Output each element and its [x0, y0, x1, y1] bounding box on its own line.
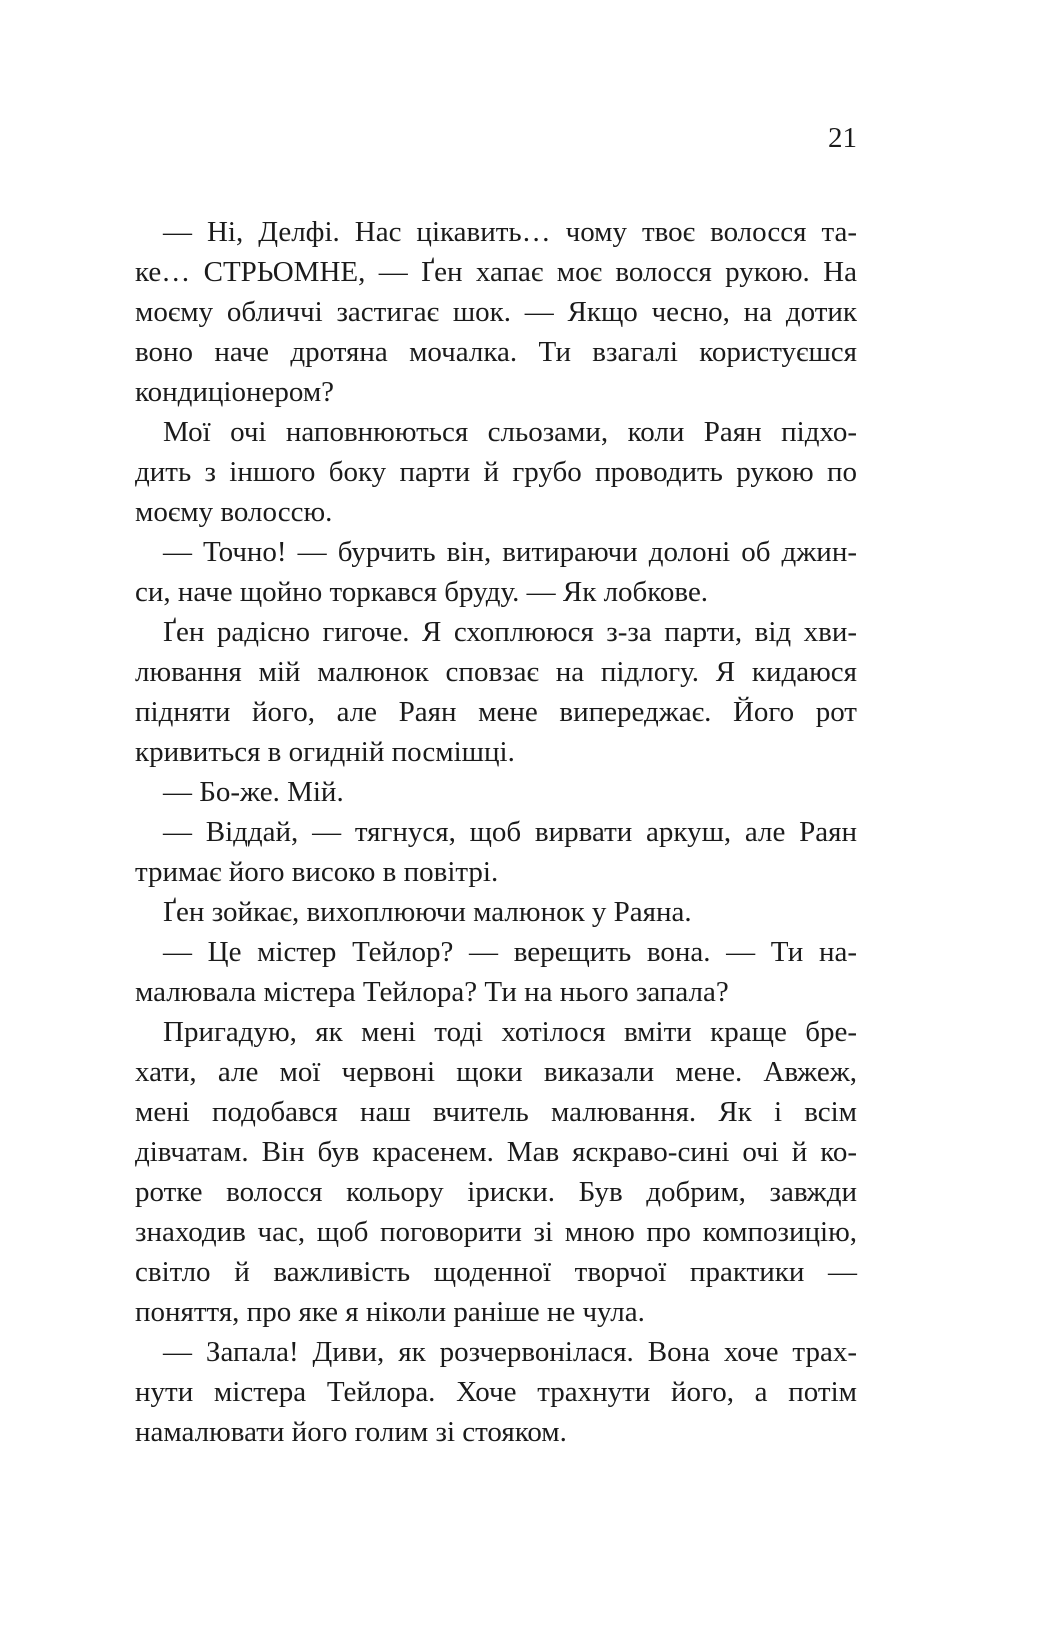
text-line: нути містера Тейлора. Хоче трахнути його, а потім — [135, 1376, 857, 1408]
text-line: хати, але мої червоні щоки виказали мене. Авжеж, — [135, 1056, 857, 1088]
text-line: знаходив час, щоб поговорити зі мною про композицію, — [135, 1216, 857, 1248]
text-line: — Запала! Диви, як розчервонілася. Вона хоче трах- — [163, 1336, 857, 1368]
text-line: кривиться в огидній посмішці. — [135, 736, 515, 768]
text-line: світло й важливість щоденної творчої практики — — [135, 1256, 857, 1288]
text-line: — Бо-же. Мій. — [163, 776, 344, 808]
text-line: дівчатам. Він був красенем. Мав яскраво-сині очі й ко- — [135, 1136, 857, 1168]
text-column — [135, 118, 857, 1452]
text-line: — Це містер Тейлор? — верещить вона. — Ти на- — [163, 936, 857, 968]
page-number: 21 — [828, 122, 857, 154]
text-line: лювання мій малюнок сповзає на підлогу. Я кидаюся — [135, 656, 857, 688]
text-line: ке… СТРЬОМНЕ, — Ґен хапає моє волосся рукою. На — [135, 256, 857, 288]
text-line: поняття, про яке я ніколи раніше не чула. — [135, 1296, 645, 1328]
text-line: — Ні, Делфі. Нас цікавить… чому твоє волосся та- — [163, 216, 857, 248]
text-line: мені подобався наш вчитель малювання. Як і всім — [135, 1096, 857, 1128]
text-line: Ґен радісно гигоче. Я схоплююся з-за парти, від хви- — [163, 616, 857, 648]
page-text — [135, 212, 857, 1452]
text-line: кондиціонером? — [135, 376, 335, 408]
text-line: — Віддай, — тягнуся, щоб вирвати аркуш, але Раян — [163, 816, 857, 848]
text-line: воно наче дротяна мочалка. Ти взагалі користуєшся — [135, 336, 857, 368]
text-line: тримає його високо в повітрі. — [135, 856, 499, 888]
text-line: ротке волосся кольору іриски. Був добрим, завжди — [135, 1176, 857, 1208]
text-line: дить з іншого боку парти й грубо проводить рукою по — [135, 456, 857, 488]
text-line: Мої очі наповнюються сльозами, коли Раян підхо- — [163, 416, 857, 448]
text-line: намалювати його голим зі стояком. — [135, 1416, 567, 1448]
text-line: підняти його, але Раян мене випереджає. Його рот — [135, 696, 857, 728]
text-line: си, наче щойно торкався бруду. — Як лобкове. — [135, 576, 709, 608]
text-line: — Точно! — бурчить він, витираючи долоні об джин- — [163, 536, 857, 568]
text-line: моєму волоссю. — [135, 496, 333, 528]
text-line: моєму обличчі застигає шок. — Якщо чесно, на дотик — [135, 296, 857, 328]
text-line: малювала містера Тейлора? Ти на нього запала? — [135, 976, 729, 1008]
text-line: Пригадую, як мені тоді хотілося вміти краще бре- — [163, 1016, 857, 1048]
text-line: Ґен зойкає, вихоплюючи малюнок у Раяна. — [163, 896, 692, 928]
